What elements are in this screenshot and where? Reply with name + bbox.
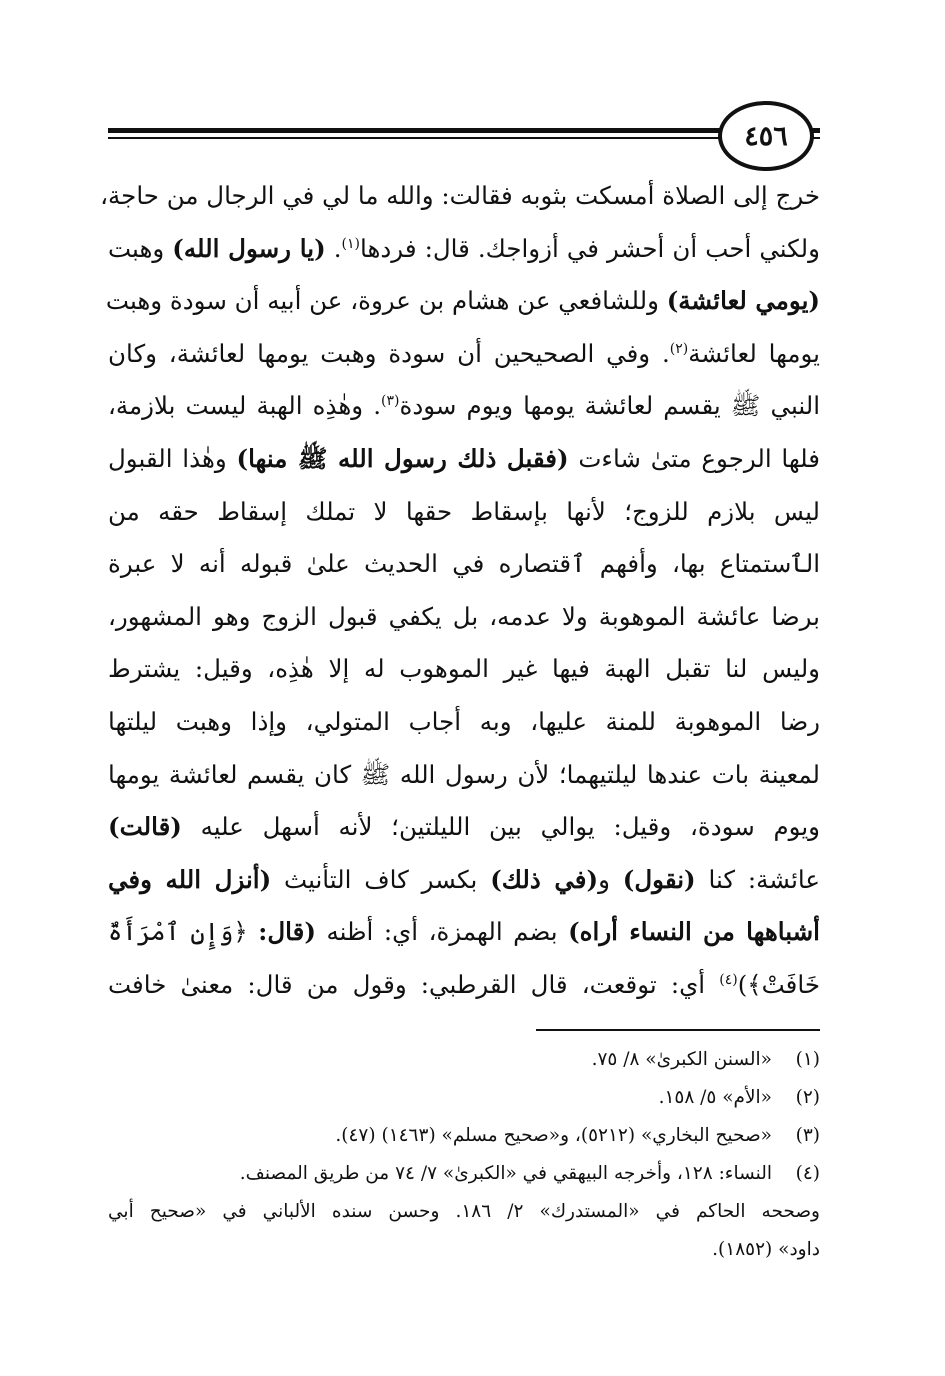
footnote-ref: (٣)	[381, 393, 400, 410]
footnote-number: (٣)	[795, 1125, 820, 1146]
bold-quote: أشباهها من النساء أراه)	[568, 917, 820, 947]
text-run: ولكني أحب أن أحشر في أزواجك. قال: فردها	[360, 233, 820, 263]
footnote	[108, 1117, 820, 1155]
text-run: .	[325, 233, 342, 263]
text-run: برضا عائشة الموهوبة ولا عدمه، بل يكفي قبول الزوج وهو المشهور،	[108, 601, 820, 631]
text-run: وهبت	[108, 233, 173, 263]
text-line	[108, 223, 820, 276]
text-run: وهٰذا القبول	[108, 443, 237, 473]
text-line	[108, 801, 820, 854]
header-rule-thick	[108, 128, 820, 133]
text-run: عائشة: كنا	[695, 864, 820, 894]
footnote-continuation: وصححه الحاكم في «المستدرك» ٢/ ١٨٦. وحسن سنده الألباني في «صحيح أبي	[108, 1201, 820, 1222]
text-run: و	[598, 864, 623, 894]
bold-quote: (نقول)	[622, 864, 696, 894]
text-run: أي: توقعت، قال القرطبي: وقول من قال: معنىٰ خافت	[108, 969, 720, 999]
text-run: ليس بلازم للزوج؛ لأنها بإسقاط حقها لا تملك إسقاط حقه من	[108, 496, 820, 526]
footnote	[108, 1155, 820, 1193]
text-run: فلها الرجوع متىٰ شاءت	[568, 443, 820, 473]
footnotes	[108, 1041, 820, 1269]
footnote-number: (٤)	[795, 1163, 820, 1184]
text-line	[108, 959, 820, 1012]
text-line	[108, 696, 820, 749]
text-line	[108, 749, 820, 802]
text-line	[108, 906, 820, 959]
text-run: يومها لعائشة	[688, 338, 820, 368]
footnote	[108, 1041, 820, 1079]
text-line	[108, 538, 820, 591]
text-line	[108, 328, 820, 381]
footnote-ref: (٢)	[669, 340, 689, 357]
text-run: ويوم سودة، وقيل: يوالي بين الليلتين؛ لأنه أسهل عليه	[181, 812, 820, 842]
text-line	[100, 170, 820, 223]
footnote-ref: (١)	[341, 235, 361, 252]
text-line	[108, 486, 820, 539]
footnote-separator	[536, 1029, 820, 1031]
text-line	[108, 380, 820, 433]
bold-quote: (أنزل الله وفي	[108, 864, 272, 894]
bold-quote: (فقبل ذلك رسول الله ﷺ منها)	[236, 443, 569, 473]
text-line	[108, 433, 820, 486]
text-run: بكسر كاف التأنيث	[271, 864, 491, 894]
footnote	[108, 1079, 820, 1117]
header-rule-thin	[108, 137, 820, 139]
page-number: ٤٥٦	[718, 101, 814, 171]
text-run: وليس لنا تقبل الهبة فيها غير الموهوب له إلا هٰذِه، وقيل: يشترط	[108, 654, 820, 684]
text-run: الٱستمتاع بها، وأفهم ٱقتصاره في الحديث علىٰ قبوله أنه لا عبرة	[108, 549, 820, 579]
bold-quote: (قالت)	[108, 812, 182, 842]
footnote-text: «الأم» ٥/ ١٥٨.	[658, 1087, 772, 1108]
text-run: . وفي الصحيحين أن سودة وهبت يومها لعائشة، وكان	[108, 338, 670, 368]
bold-quote: (في ذلك)	[490, 864, 599, 894]
footnote-number: (٢)	[795, 1087, 820, 1108]
text-line	[105, 275, 820, 328]
text-run: خَافَتْ﴾)	[737, 969, 820, 999]
main-text	[100, 170, 821, 1012]
text-run: رضا الموهوبة للمنة عليها، وبه أجاب المتولي، وإذا وهبت ليلتها	[108, 706, 820, 736]
bold-quote: (يا رسول الله)	[172, 233, 326, 263]
text-run: بضم الهمزة، أي: أظنه	[315, 917, 569, 947]
footnote-number: (١)	[795, 1049, 820, 1070]
text-run: ﴿وَإِنِ ٱمْرَأَةٌ	[108, 917, 259, 947]
bold-quote: (يومي لعائشة)	[666, 286, 820, 316]
text-run: وللشافعي عن هشام بن عروة، عن أبيه أن سودة وهبت	[105, 286, 667, 316]
footnote-ref: (٤)	[719, 971, 738, 988]
bold-quote: (قال:	[258, 917, 316, 947]
text-line	[108, 591, 820, 644]
text-run: النبي ﷺ يقسم لعائشة يومها ويوم سودة	[399, 391, 821, 421]
footnote-text: «السنن الكبرىٰ» ٨/ ٧٥.	[591, 1049, 772, 1070]
footnote-text: «صحيح البخاري» (٥٢١٢)، و«صحيح مسلم» (١٤٦٣) (٤٧).	[335, 1125, 772, 1146]
text-run: لمعينة بات عندها ليلتيهما؛ لأن رسول الله ﷺ كان يقسم لعائشة يومها	[108, 759, 820, 789]
text-run: . وهٰذِه الهبة ليست بلازمة،	[108, 391, 382, 421]
footnote-continuation: داود» (١٨٥٢).	[712, 1239, 820, 1260]
footnote-text: النساء: ١٢٨، وأخرجه البيهقي في «الكبرىٰ» ٧/ ٧٤ من طريق المصنف.	[239, 1163, 772, 1184]
text-run: خرج إلى الصلاة أمسكت بثوبه فقالت: والله ما لي في الرجال من حاجة،	[100, 181, 820, 210]
text-line	[108, 643, 820, 696]
text-line	[108, 854, 820, 907]
